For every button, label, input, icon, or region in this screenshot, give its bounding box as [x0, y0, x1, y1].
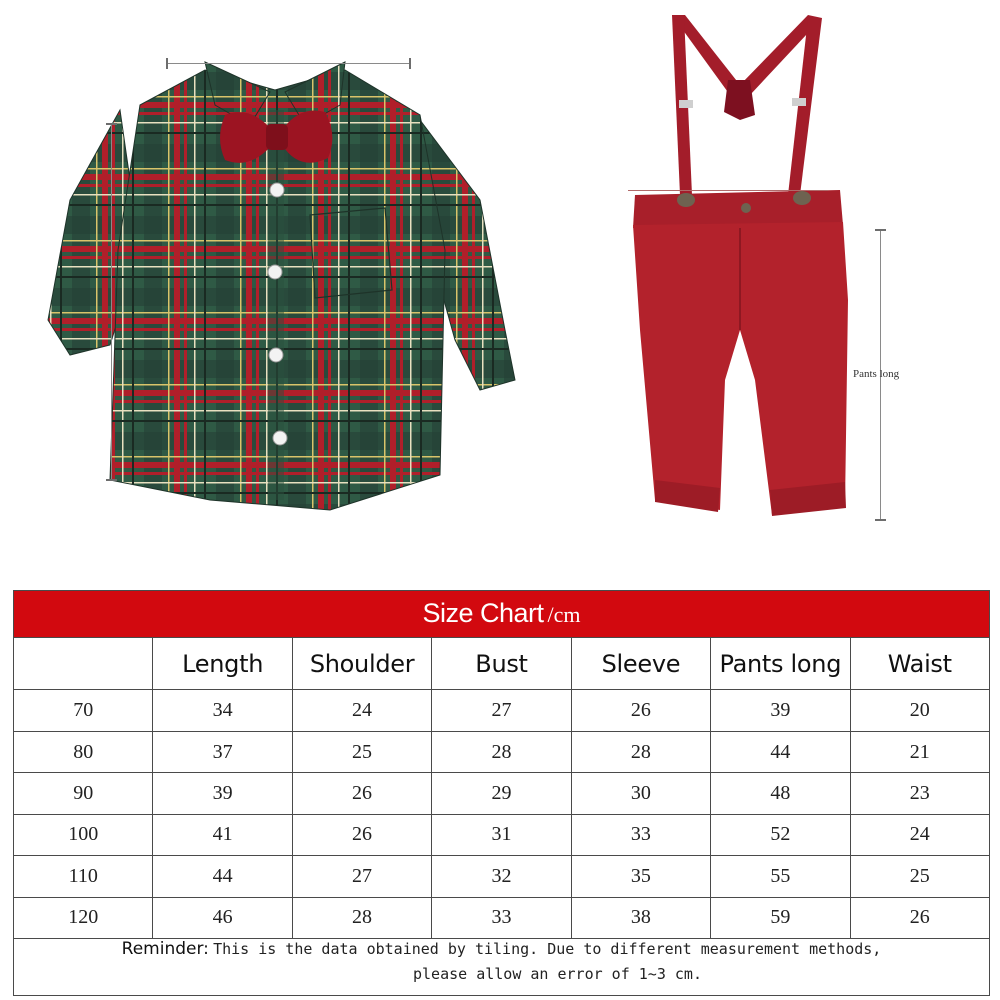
table-cell: 34 [153, 690, 292, 731]
pants-long-label: Pants long [853, 368, 900, 380]
table-cell: 35 [571, 856, 710, 897]
table-cell: 26 [571, 690, 710, 731]
table-row [14, 814, 990, 855]
table-cell: 23 [850, 773, 989, 814]
table-cell: 110 [14, 856, 153, 897]
shoulder-dimension-line [168, 63, 410, 64]
table-cell: 80 [14, 731, 153, 772]
table-cell: 28 [292, 897, 431, 938]
column-header-pants-long: Pants long [711, 637, 850, 690]
dimension-cap [875, 519, 886, 521]
table-cell: 31 [432, 814, 571, 855]
table-cell: 90 [14, 773, 153, 814]
table-cell: 25 [850, 856, 989, 897]
size-chart-title [14, 591, 990, 638]
dimension-cap [106, 479, 117, 481]
table-cell: 26 [850, 897, 989, 938]
plaid-shirt-icon [0, 0, 560, 560]
column-header-shoulder: Shoulder [292, 637, 431, 690]
table-cell: 24 [850, 814, 989, 855]
dimension-cap [166, 58, 168, 69]
size-chart-title-text: Size Chart [422, 598, 544, 629]
column-header-size [14, 637, 153, 690]
table-cell: 26 [292, 773, 431, 814]
table-row [14, 773, 990, 814]
table-cell: 28 [571, 731, 710, 772]
table-cell: 44 [153, 856, 292, 897]
table-row [14, 690, 990, 731]
dimension-cap [409, 58, 411, 69]
table-cell: 100 [14, 814, 153, 855]
table-cell: 20 [850, 690, 989, 731]
table-row [14, 856, 990, 897]
table-row [14, 731, 990, 772]
column-header-waist: Waist [850, 637, 989, 690]
table-cell: 33 [571, 814, 710, 855]
table-cell: 28 [432, 731, 571, 772]
table-cell: 29 [432, 773, 571, 814]
table-cell: 24 [292, 690, 431, 731]
reminder-text-line1: This is the data obtained by tiling. Due to different measurement methods, [213, 939, 882, 958]
column-header-bust: Bust [432, 637, 571, 690]
table-cell: 21 [850, 731, 989, 772]
table-cell: 32 [432, 856, 571, 897]
column-header-sleeve: Sleeve [571, 637, 710, 690]
table-cell: 33 [432, 897, 571, 938]
table-cell: 30 [571, 773, 710, 814]
table-cell: 59 [711, 897, 850, 938]
table-cell: 27 [292, 856, 431, 897]
table-cell: 37 [153, 731, 292, 772]
size-chart-title-row [14, 591, 990, 638]
column-header-length: Length [153, 637, 292, 690]
table-cell: 41 [153, 814, 292, 855]
table-cell: 48 [711, 773, 850, 814]
table-cell: 52 [711, 814, 850, 855]
reminder-cell [14, 938, 990, 995]
reminder-text-line2: please allow an error of 1~3 cm. [413, 964, 702, 983]
suspender-pants-icon [600, 0, 940, 560]
table-cell: 27 [432, 690, 571, 731]
dimension-cap [106, 123, 117, 125]
table-cell: 26 [292, 814, 431, 855]
dimension-cap [875, 229, 886, 231]
table-cell: 39 [711, 690, 850, 731]
table-cell: 25 [292, 731, 431, 772]
waist-dimension-line [628, 190, 828, 191]
reminder-row [14, 938, 990, 995]
table-cell: 44 [711, 731, 850, 772]
table-cell: 39 [153, 773, 292, 814]
size-chart-table [13, 590, 990, 996]
table-cell: 38 [571, 897, 710, 938]
table-cell: 70 [14, 690, 153, 731]
size-chart-unit: /cm [547, 602, 581, 628]
table-cell: 46 [153, 897, 292, 938]
table-cell: 55 [711, 856, 850, 897]
size-chart-header-row [14, 637, 990, 690]
reminder-label: Reminder: [121, 938, 209, 959]
table-row [14, 897, 990, 938]
table-cell: 120 [14, 897, 153, 938]
length-dimension-line [111, 124, 112, 480]
